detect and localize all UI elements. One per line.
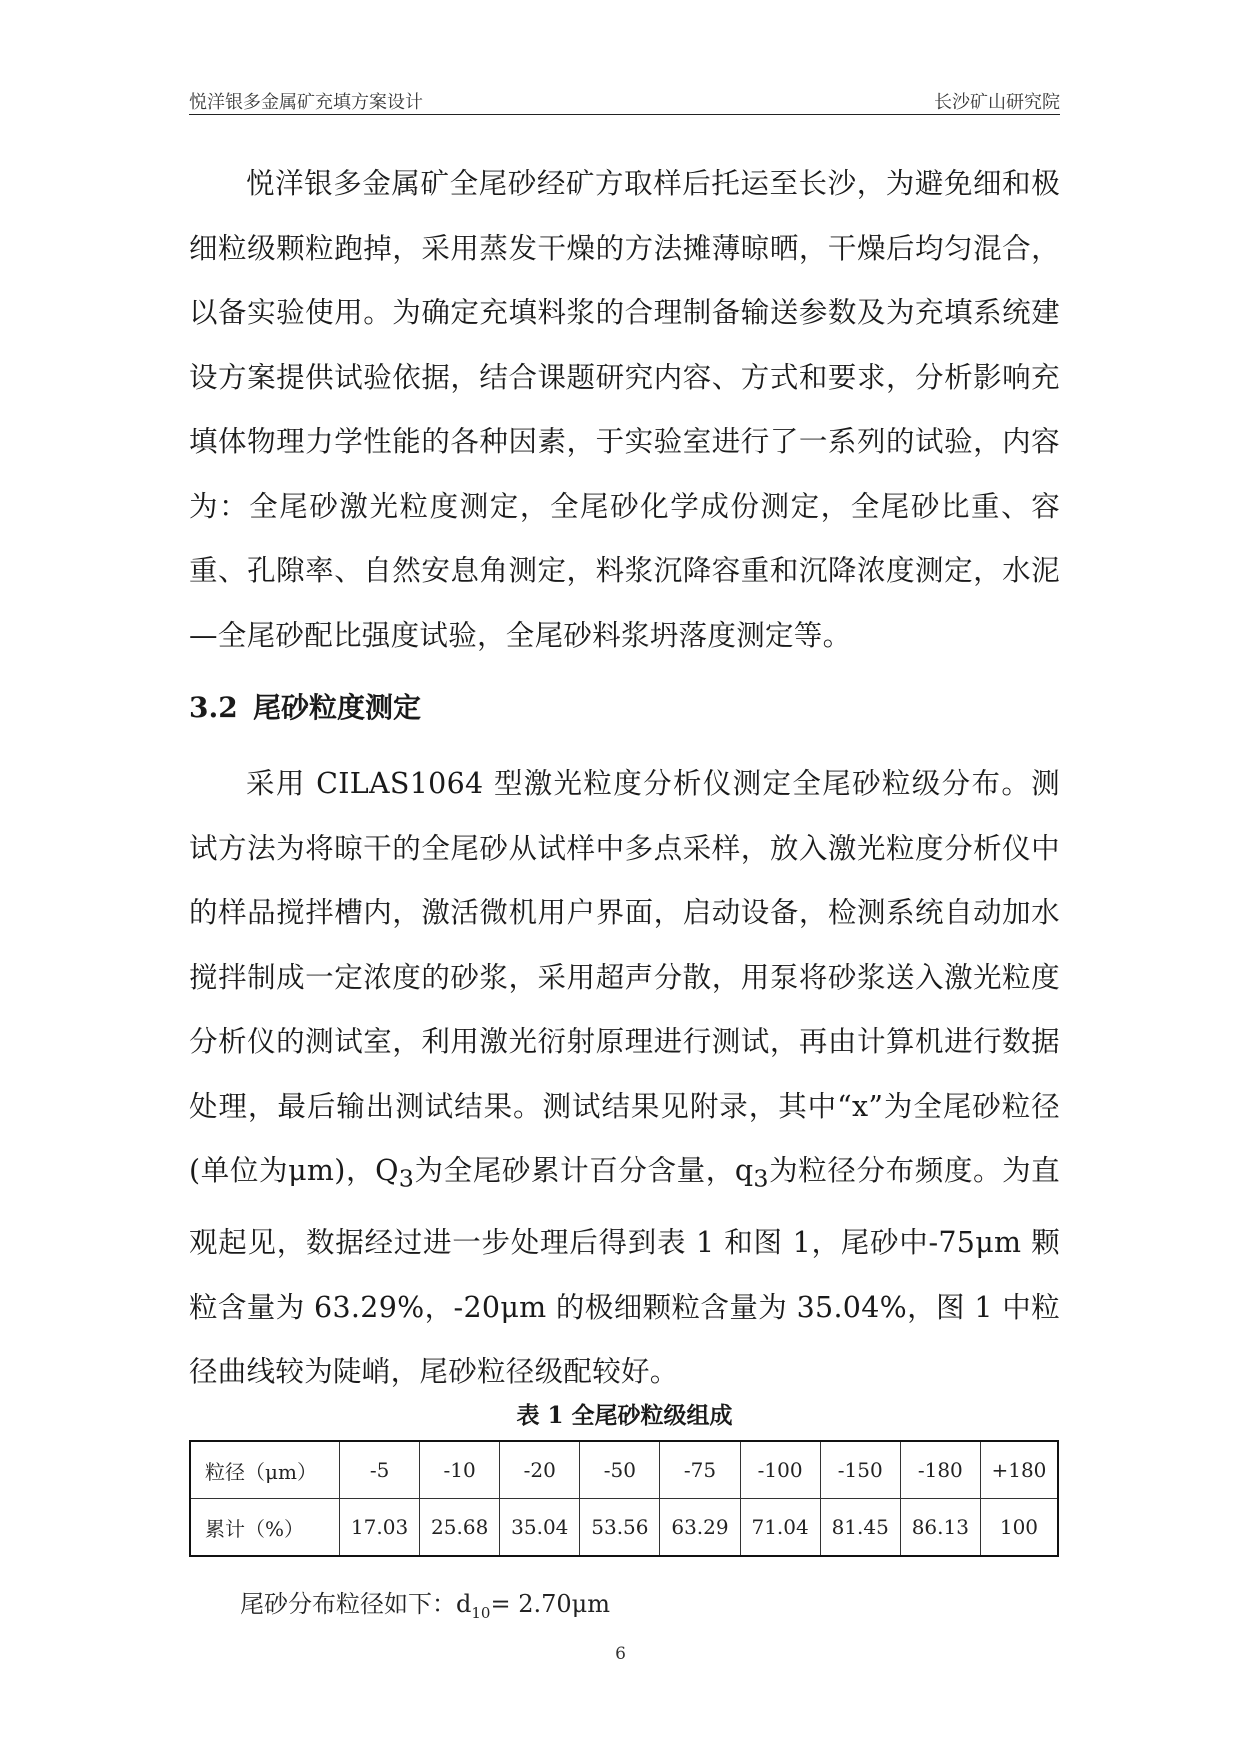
table-cell: -180 bbox=[900, 1441, 980, 1499]
table-cell: 86.13 bbox=[900, 1499, 980, 1557]
header-organization: 长沙矿山研究院 bbox=[934, 92, 1060, 113]
table-cell: -75 bbox=[660, 1441, 740, 1499]
q-upper-subscript: 3 bbox=[398, 1164, 415, 1193]
q-upper-symbol: Q bbox=[375, 1154, 399, 1187]
table-cell: 35.04 bbox=[500, 1499, 580, 1557]
table-cell: 100 bbox=[980, 1499, 1058, 1557]
note-suffix: = 2.70μm bbox=[490, 1590, 610, 1618]
section-number: 3.2 bbox=[189, 691, 238, 724]
body-paragraph-method bbox=[189, 752, 1060, 1405]
table-cell: 81.45 bbox=[820, 1499, 900, 1557]
table-cell: -20 bbox=[500, 1441, 580, 1499]
header-document-title: 悦洋银多金属矿充填方案设计 bbox=[189, 92, 423, 113]
d10-note bbox=[240, 1584, 610, 1622]
table-cell: 63.29 bbox=[660, 1499, 740, 1557]
table-caption: 表 1 全尾砂粒级组成 bbox=[516, 1402, 733, 1429]
table-cell: 25.68 bbox=[420, 1499, 500, 1557]
table-cell: -5 bbox=[340, 1441, 420, 1499]
table-cell: +180 bbox=[980, 1441, 1058, 1499]
note-subscript: 10 bbox=[471, 1603, 491, 1622]
q-lower-subscript: 3 bbox=[753, 1164, 769, 1193]
table-cell: -10 bbox=[420, 1441, 500, 1499]
table-cell: 53.56 bbox=[580, 1499, 660, 1557]
q-lower-symbol: q bbox=[734, 1154, 754, 1187]
table-cell: 71.04 bbox=[740, 1499, 820, 1557]
method-text-part2: 为全尾砂累计百分含量， bbox=[414, 1154, 735, 1187]
table-row-sizes bbox=[190, 1441, 1058, 1499]
method-text-part1: 采用 CILAS1064 型激光粒度分析仪测定全尾砂粒级分布。测试方法为将晾干的全尾砂从试样中多点采样，放入激光粒度分析仪中的样品搅拌槽内，激活微机用户界面，启动设备，检测系统自动加水搅拌制成一定浓度的砂浆，采用超声分散，用泵将砂浆送入激光粒度分析仪的测试室，利用激光衍射原理进行测试，再由计算机进行数据处理，最后输出测试结果。测试结果见附录，其中“x”为全尾砂粒径(单位为μm)， bbox=[189, 767, 1060, 1187]
table-cell: 17.03 bbox=[340, 1499, 420, 1557]
grain-size-table bbox=[189, 1440, 1059, 1557]
section-title: 尾砂粒度测定 bbox=[253, 691, 422, 724]
table-row-cumulative bbox=[190, 1499, 1058, 1557]
table-row-header: 粒径（μm） bbox=[190, 1441, 340, 1499]
body-paragraph-intro: 悦洋银多金属矿全尾砂经矿方取样后托运至长沙，为避免细和极细粒级颗粒跑掉，采用蒸发干燥的方法摊薄晾晒，干燥后均匀混合，以备实验使用。为确定充填料浆的合理制备输送参数及为充填系统建设方案提供试验依据，结合课题研究内容、方式和要求，分析影响充填体物理力学性能的各种因素，于实验室进行了一系列的试验，内容为：全尾砂激光粒度测定，全尾砂化学成份测定，全尾砂比重、容重、孔隙率、自然安息角测定，料浆沉降容重和沉降浓度测定，水泥—全尾砂配比强度试验，全尾砂料浆坍落度测定等。 bbox=[189, 167, 1060, 652]
note-prefix: 尾砂分布粒径如下：d bbox=[240, 1590, 472, 1618]
method-text-part3: 为粒径分布频度。为直观起见，数据经过进一步处理后得到表 1 和图 1，尾砂中-75μm 颗粒含量为 63.29%，-20μm 的极细颗粒含量为 35.04%，图 1 中粒径曲线较为陡峭，尾砂粒径级配较好。 bbox=[189, 1154, 1060, 1389]
section-heading bbox=[189, 686, 421, 726]
page-header bbox=[189, 84, 1060, 115]
table-row-header: 累计（%） bbox=[190, 1499, 340, 1557]
table-cell: -100 bbox=[740, 1441, 820, 1499]
table-cell: -50 bbox=[580, 1441, 660, 1499]
table-cell: -150 bbox=[820, 1441, 900, 1499]
page-number: 6 bbox=[615, 1644, 626, 1664]
